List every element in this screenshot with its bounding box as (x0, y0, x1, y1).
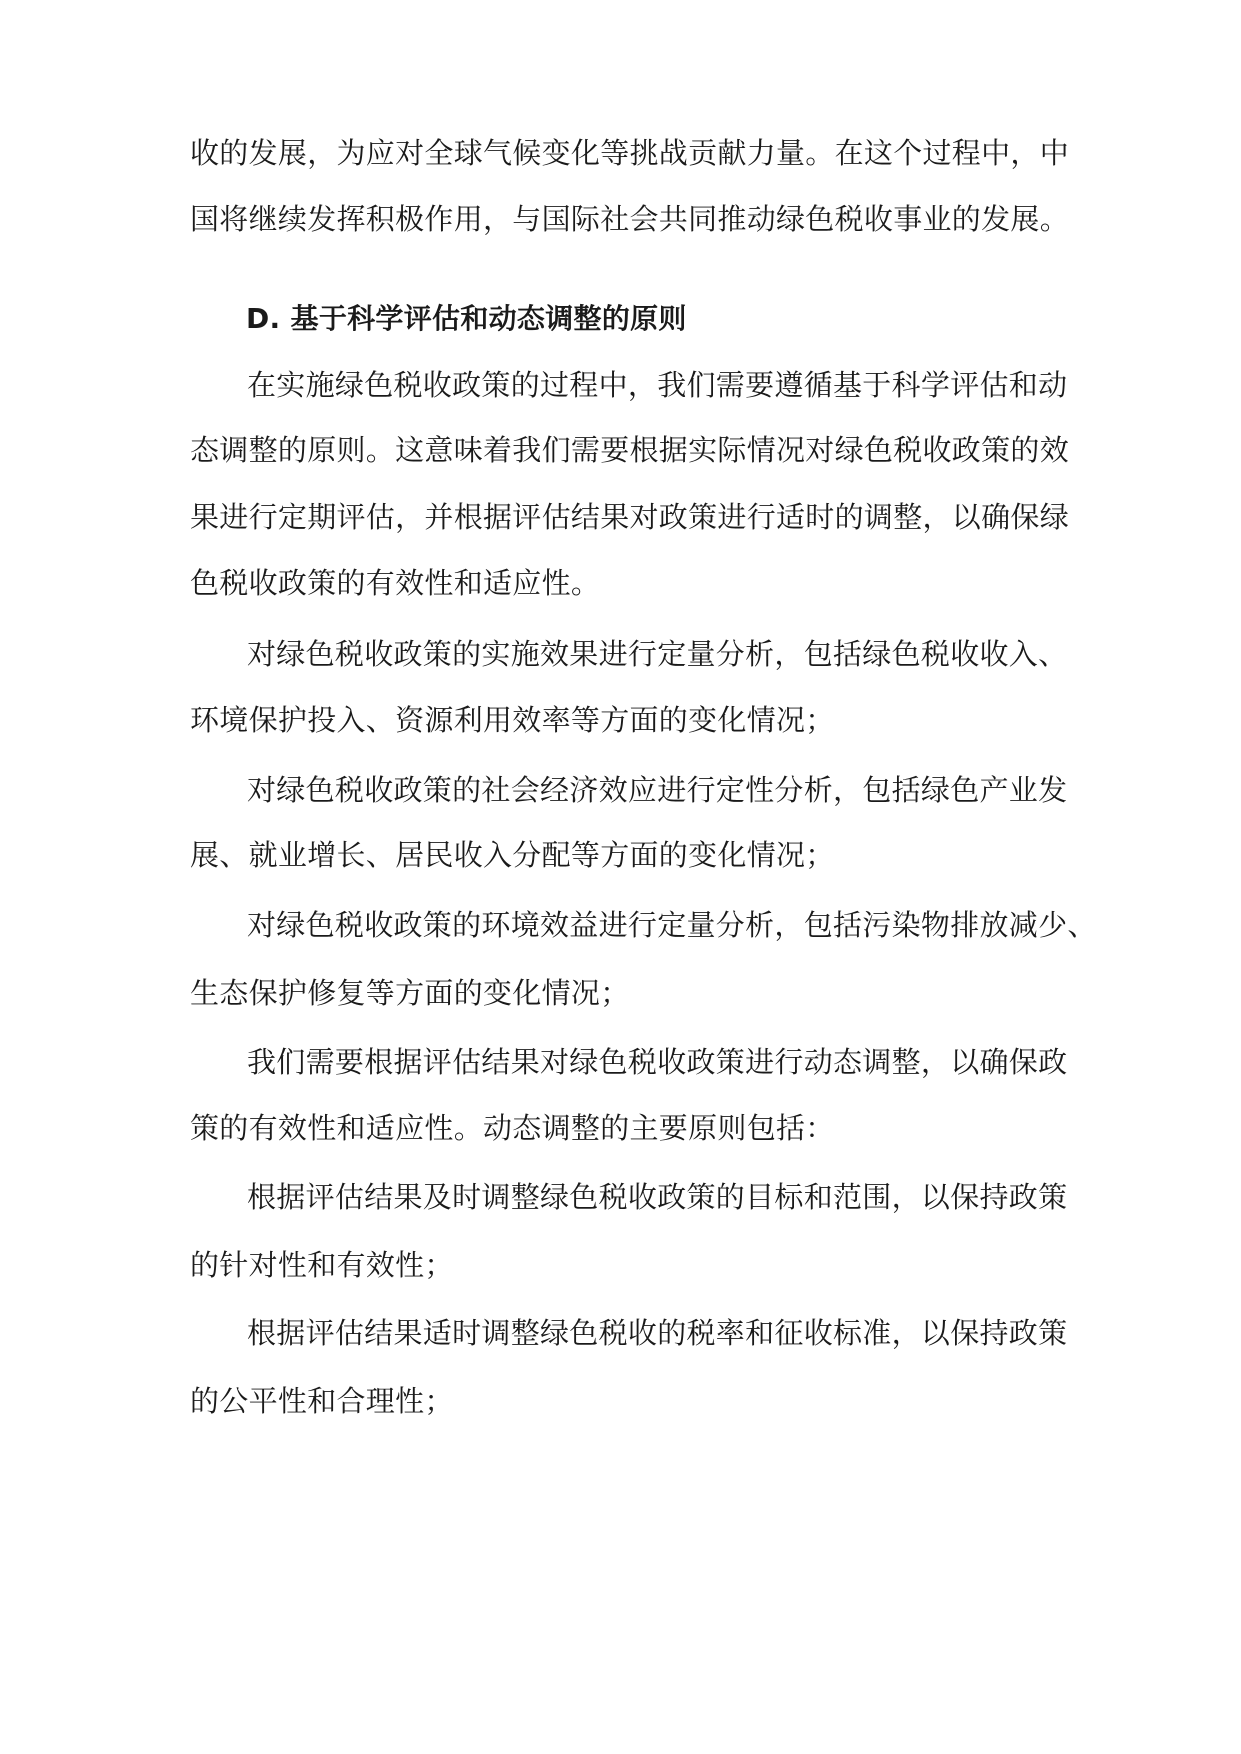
paragraph-line: 展、就业增长、居民收入分配等方面的变化情况； (190, 838, 835, 872)
paragraph-line: 根据评估结果适时调整绿色税收的税率和征收标准，以保持政策 (247, 1316, 1068, 1350)
paragraph-line: 的针对性和有效性； (190, 1248, 454, 1282)
intro-line-2: 国将继续发挥积极作用，与国际社会共同推动绿色税收事业的发展。 (190, 202, 1070, 236)
paragraph-line: 色税收政策的有效性和适应性。 (190, 566, 601, 600)
intro-line-1: 收的发展，为应对全球气候变化等挑战贡献力量。在这个过程中，中 (190, 136, 1070, 170)
paragraph-line: 环境保护投入、资源利用效率等方面的变化情况； (190, 703, 835, 737)
paragraph-line: 生态保护修复等方面的变化情况； (190, 976, 630, 1010)
paragraph-line: 对绿色税收政策的环境效益进行定量分析，包括污染物排放减少、 (247, 908, 1097, 942)
section-heading: D. 基于科学评估和动态调整的原则 (246, 302, 687, 335)
paragraph-line: 策的有效性和适应性。动态调整的主要原则包括： (190, 1111, 835, 1145)
paragraph-line: 对绿色税收政策的实施效果进行定量分析，包括绿色税收收入、 (247, 637, 1068, 671)
paragraph-line: 我们需要根据评估结果对绿色税收政策进行动态调整，以确保政 (247, 1045, 1068, 1079)
paragraph-line: 的公平性和合理性； (190, 1384, 454, 1418)
paragraph-line: 态调整的原则。这意味着我们需要根据实际情况对绿色税收政策的效 (190, 433, 1070, 467)
paragraph-line: 对绿色税收政策的社会经济效应进行定性分析，包括绿色产业发 (247, 773, 1068, 807)
paragraph-line: 在实施绿色税收政策的过程中，我们需要遵循基于科学评估和动 (247, 368, 1068, 402)
paragraph-line: 果进行定期评估，并根据评估结果对政策进行适时的调整，以确保绿 (190, 500, 1070, 534)
paragraph-line: 根据评估结果及时调整绿色税收政策的目标和范围，以保持政策 (247, 1180, 1068, 1214)
